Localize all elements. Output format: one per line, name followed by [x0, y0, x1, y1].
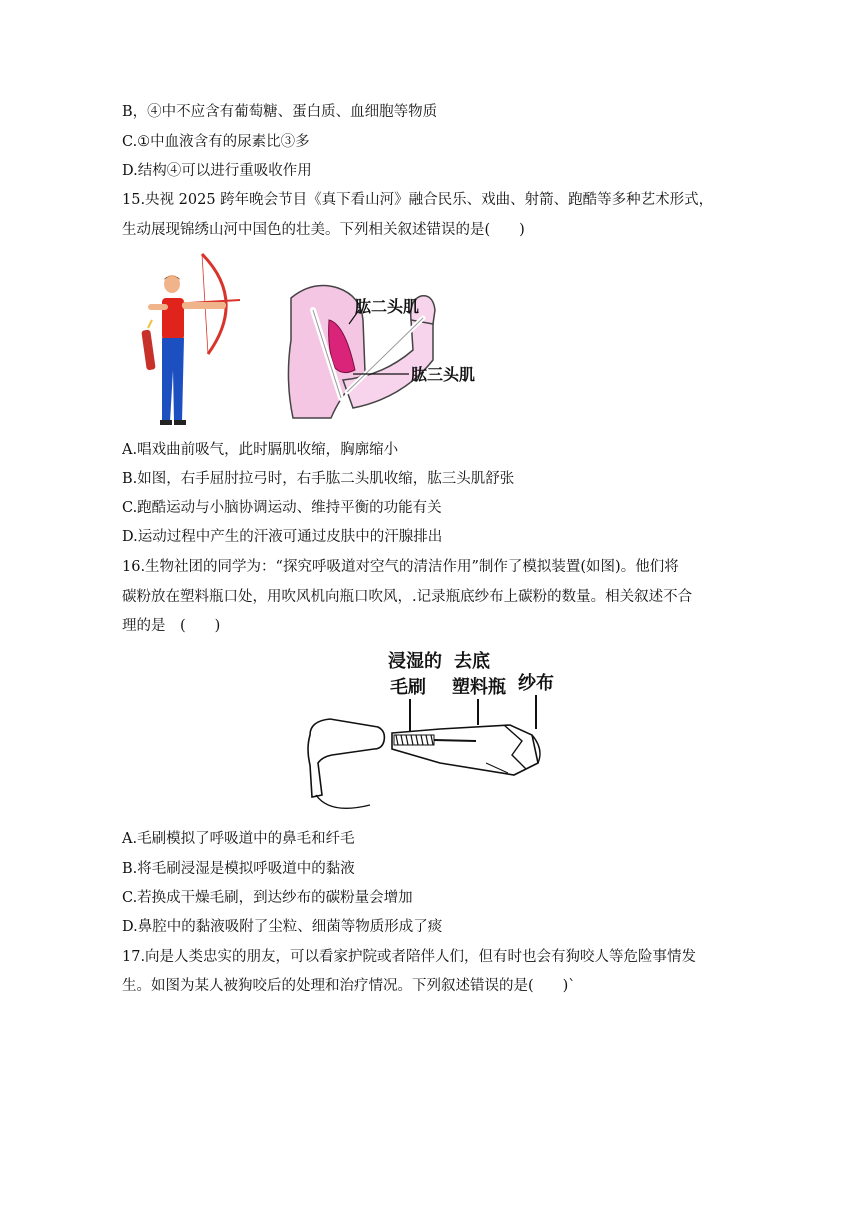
- q17-stem-line1: 17.向是人类忠实的朋友，可以看家护院或者陪伴人们，但有时也会有狗咬人等危险事情发: [122, 949, 697, 965]
- q16-stem-line2: 碳粉放在塑料瓶口处，用吹风机向瓶口吹风，.记录瓶底纱布上碳粉的数量。相关叙述不合: [122, 589, 693, 605]
- label-wet-brush-line2: 毛刷: [390, 677, 426, 698]
- q16-option-d: D.鼻腔中的黏液吸附了尘粒、细菌等物质形成了痰: [122, 919, 443, 935]
- q17-stem-line2: 生。如图为某人被狗咬后的处理和治疗情况。下列叙述错误的是( )`: [122, 978, 576, 994]
- q14-option-b: B，④中不应含有葡萄糖、蛋白质、血细胞等物质: [122, 104, 438, 120]
- q15-option-b: B.如图，右手屈肘拉弓时，右手肱二头肌收缩，肱三头肌舒张: [122, 471, 515, 487]
- q15-stem-line2: 生动展现锦绣山河中国色的壮美。下列相关叙述错误的是( ): [122, 222, 525, 238]
- q15-stem-line1: 15.央视 2025 跨年晚会节目《真下看山河》融合民乐、戏曲、射箭、跑酷等多种艺术形式，: [122, 192, 714, 208]
- breathing-model-figure: [300, 645, 562, 817]
- q16-stem-line1: 16.生物社团的同学为：“探究呼吸道对空气的清洁作用”制作了模拟装置(如图)。他们将: [122, 559, 679, 575]
- label-wet-brush-line1: 浸湿的: [388, 651, 442, 672]
- label-bottle-line2: 塑料瓶: [452, 677, 506, 698]
- label-biceps: 肱二头肌: [355, 297, 420, 316]
- q15-option-a: A.唱戏曲前吸气，此时膈肌收缩，胸廓缩小: [122, 442, 399, 458]
- label-triceps: 肱三头肌: [411, 365, 476, 384]
- q16-stem-line3: 理的是 ( ): [122, 618, 221, 634]
- label-gauze: 纱布: [518, 673, 554, 694]
- q16-option-a: A.毛刷模拟了呼吸道中的鼻毛和纤毛: [122, 831, 355, 847]
- archer-figure: [122, 250, 247, 428]
- q15-option-d: D.运动过程中产生的汗液可通过皮肤中的汗腺排出: [122, 529, 443, 545]
- arm-muscle-figure: [283, 280, 488, 420]
- q14-option-d: D.结构④可以进行重吸收作用: [122, 163, 312, 179]
- q16-option-c: C.若换成干燥毛刷，到达纱布的碳粉量会增加: [122, 890, 413, 906]
- label-bottle-line1: 去底: [454, 651, 490, 672]
- q15-option-c: C.跑酷运动与小脑协调运动、维持平衡的功能有关: [122, 500, 442, 516]
- q16-option-b: B.将毛刷浸湿是模拟呼吸道中的黏液: [122, 861, 355, 877]
- q14-option-c: C.①中血液含有的尿素比③多: [122, 134, 310, 150]
